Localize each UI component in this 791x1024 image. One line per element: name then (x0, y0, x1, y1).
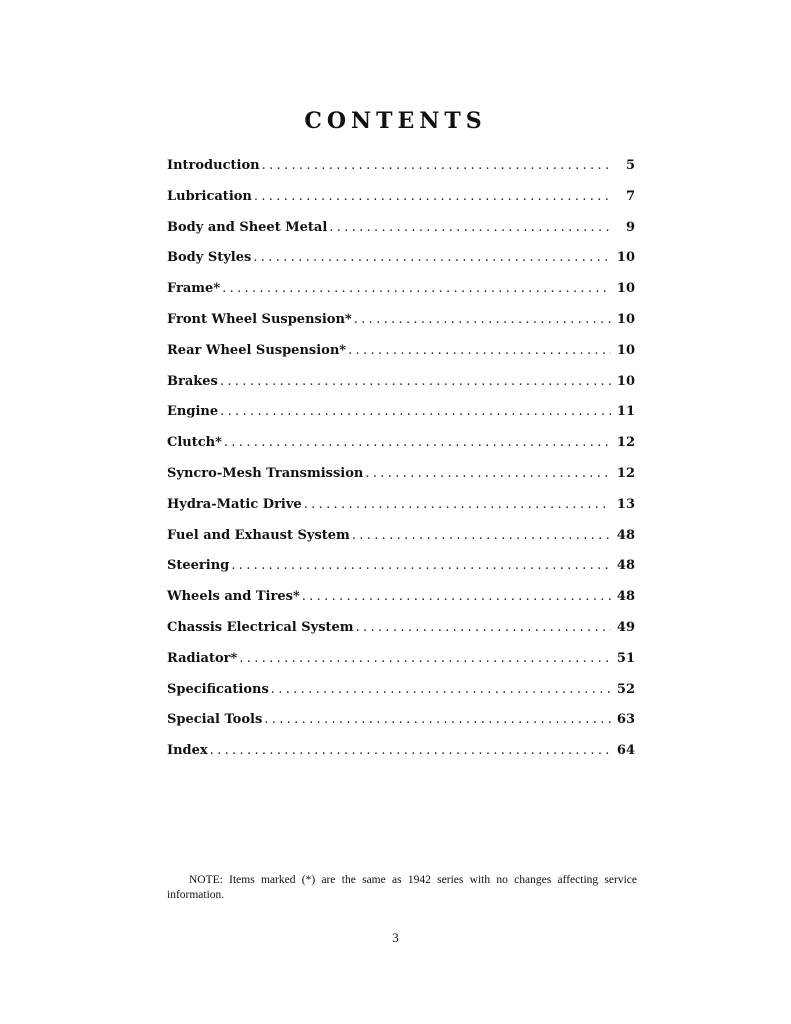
toc-entry-page: 5 (625, 158, 635, 173)
toc-entry-label: Rear Wheel Suspension* (167, 342, 347, 358)
page-title: CONTENTS (304, 108, 487, 134)
toc-entry-label: Special Tools (167, 712, 263, 728)
toc-entry-front-wheel-suspension[interactable] (167, 312, 635, 343)
dot-leader (354, 312, 611, 327)
toc-entry-page: 52 (616, 681, 635, 697)
toc-entry-hydra-matic-drive[interactable] (167, 497, 635, 528)
toc-entry-label: Body and Sheet Metal (167, 219, 328, 235)
toc-entry-frame[interactable] (167, 281, 635, 312)
toc-entry-page: 48 (616, 558, 635, 574)
dot-leader (231, 558, 611, 573)
toc-entry-wheels-and-tires[interactable] (167, 589, 635, 620)
dot-leader (352, 528, 611, 543)
toc-entry-rear-wheel-suspension[interactable] (167, 343, 635, 374)
toc-entry-body-styles[interactable] (167, 250, 635, 281)
dot-leader (262, 158, 611, 173)
toc-entry-chassis-electrical-system[interactable] (167, 620, 635, 651)
toc-entry-label: Specifications (167, 681, 269, 697)
toc-entry-page: 48 (616, 589, 635, 605)
toc-entry-page: 13 (616, 496, 635, 512)
dot-leader (329, 220, 611, 235)
toc-entry-label: Clutch* (167, 435, 222, 451)
toc-entry-page: 10 (616, 373, 635, 389)
toc-entry-page: 10 (616, 342, 635, 358)
toc-entry-page: 49 (616, 619, 635, 635)
toc-entry-clutch[interactable] (167, 435, 635, 466)
toc-entry-page: 10 (616, 250, 635, 266)
toc-entry-lubrication[interactable] (167, 189, 635, 220)
dot-leader (253, 250, 611, 265)
toc-entry-engine[interactable] (167, 404, 635, 435)
toc-entry-page: 48 (616, 527, 635, 543)
toc-entry-radiator[interactable] (167, 651, 635, 682)
toc-entry-page: 10 (616, 281, 635, 297)
toc-entry-page: 12 (616, 465, 635, 481)
footnote: NOTE: Items marked (*) are the same as 1942 series with no changes affecting service information. (167, 873, 637, 901)
toc-entry-index[interactable] (167, 743, 635, 774)
dot-leader (304, 497, 611, 512)
toc-entry-label: Steering (167, 558, 230, 574)
toc-entry-label: Brakes (167, 373, 218, 389)
dot-leader (222, 281, 611, 296)
dot-leader (220, 404, 611, 419)
toc-entry-steering[interactable] (167, 558, 635, 589)
toc-entry-label: Lubrication (167, 188, 252, 204)
dot-leader (348, 343, 611, 358)
toc-entry-label: Wheels and Tires* (167, 589, 300, 605)
toc-entry-page: 63 (616, 712, 635, 728)
toc-entry-brakes[interactable] (167, 374, 635, 405)
toc-entry-page: 64 (616, 743, 635, 759)
toc-entry-label: Introduction (167, 158, 260, 173)
toc-entry-label: Front Wheel Suspension* (167, 311, 352, 327)
page-number: 3 (392, 930, 399, 945)
toc-entry-label: Body Styles (167, 250, 252, 266)
toc-entry-label: Chassis Electrical System (167, 619, 354, 635)
dot-leader (220, 374, 611, 389)
toc-entry-special-tools[interactable] (167, 712, 635, 743)
toc-entry-body-and-sheet-metal[interactable] (167, 220, 635, 251)
toc-entry-label: Syncro-Mesh Transmission (167, 465, 364, 481)
toc-entry-specifications[interactable] (167, 682, 635, 713)
dot-leader (239, 651, 611, 666)
dot-leader (356, 620, 611, 635)
dot-leader (264, 712, 611, 727)
toc-entry-syncro-mesh-transmission[interactable] (167, 466, 635, 497)
toc-entry-page: 9 (625, 219, 635, 235)
dot-leader (271, 682, 611, 697)
toc-entry-introduction[interactable] (167, 158, 635, 189)
dot-leader (302, 589, 611, 604)
toc-entry-page: 7 (625, 188, 635, 204)
dot-leader (210, 743, 611, 758)
table-of-contents (167, 158, 635, 774)
toc-entry-page: 51 (616, 650, 635, 666)
toc-entry-label: Engine (167, 404, 219, 420)
toc-entry-label: Hydra-Matic Drive (167, 496, 302, 512)
toc-entry-label: Index (167, 743, 208, 759)
toc-entry-label: Fuel and Exhaust System (167, 527, 350, 543)
dot-leader (365, 466, 611, 481)
toc-entry-page: 12 (616, 435, 635, 451)
toc-entry-label: Frame* (167, 281, 221, 297)
toc-entry-page: 10 (616, 311, 635, 327)
toc-entry-fuel-and-exhaust-system[interactable] (167, 528, 635, 559)
dot-leader (254, 189, 611, 204)
toc-entry-page: 11 (616, 404, 635, 420)
toc-entry-label: Radiator* (167, 650, 238, 666)
dot-leader (224, 435, 611, 450)
